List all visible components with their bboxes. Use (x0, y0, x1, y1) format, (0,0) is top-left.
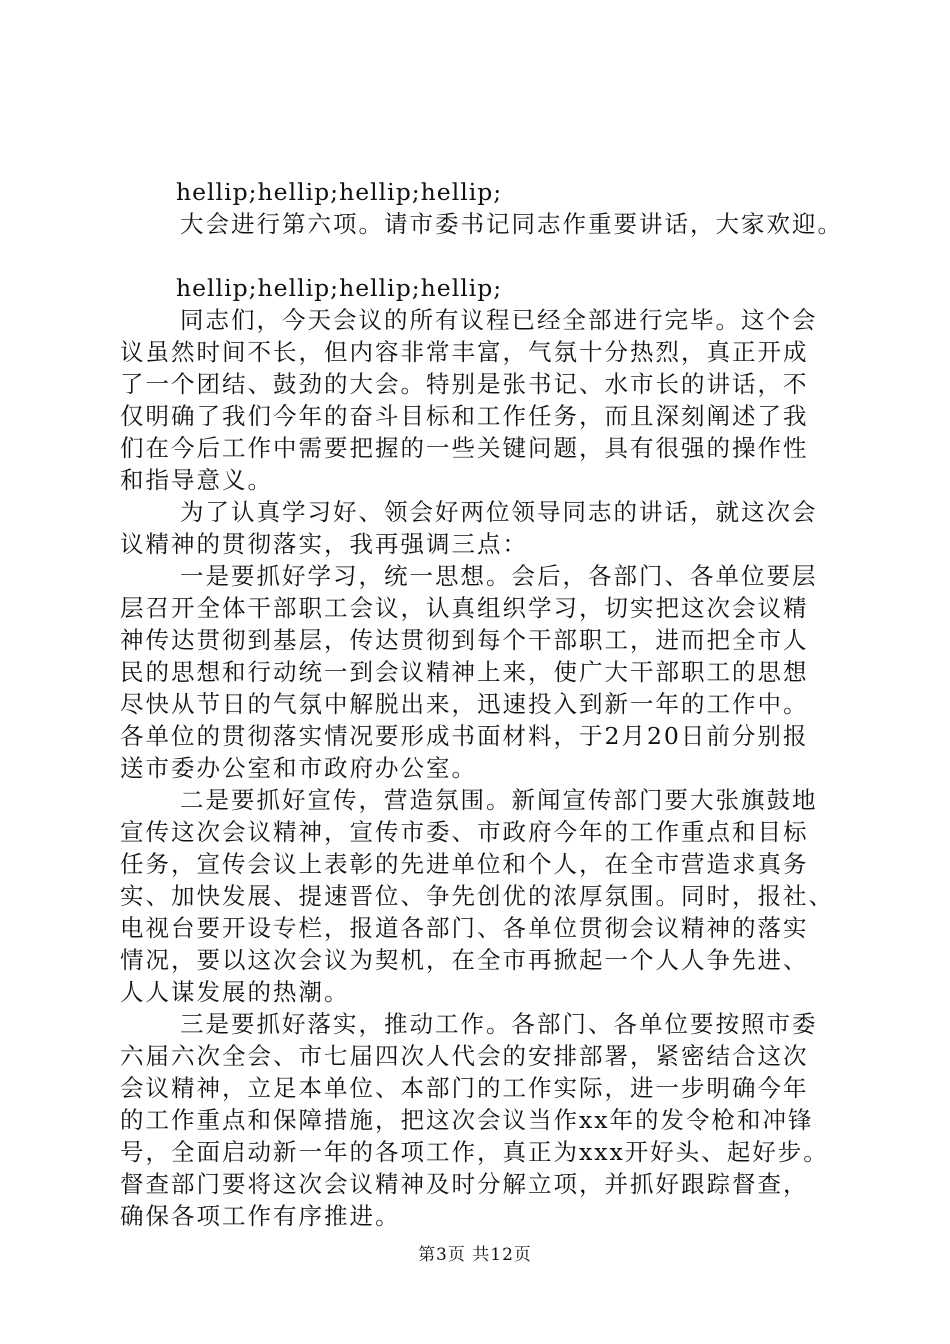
text-line: 议虽然时间不长，但内容非常丰富，气氛十分热烈，真正开成 (120, 338, 809, 366)
text-line: 各单位的贯彻落实情况要形成书面材料，于2月20日前分别报 (120, 722, 809, 750)
text-line: 人人谋发展的热潮。 (120, 978, 350, 1006)
text-line: 电视台要开设专栏，报道各部门、各单位贯彻会议精神的落实 (120, 914, 809, 942)
text-line: 了一个团结、鼓劲的大会。特别是张书记、水市长的讲话，不 (120, 370, 809, 398)
text-line: 号，全面启动新一年的各项工作，真正为xxx开好头、起好步。 (120, 1138, 829, 1166)
text-line: 同志们，今天会议的所有议程已经全部进行完毕。这个会 (180, 306, 818, 334)
page-number: 第3页 共12页 (418, 1245, 532, 1265)
text-line: 一是要抓好学习，统一思想。会后，各部门、各单位要层 (180, 562, 818, 590)
ellipsis-line: hellip;hellip;hellip;hellip; (176, 274, 503, 302)
text-line: 二是要抓好宣传，营造氛围。新闻宣传部门要大张旗鼓地 (180, 786, 818, 814)
paragraph-three-points-intro (120, 496, 850, 560)
paragraph-agenda-item: 大会进行第六项。请市委书记同志作重要讲话，大家欢迎。 (180, 210, 843, 238)
text-line: 送市委办公室和市政府办公室。 (120, 754, 477, 782)
text-line: 六届六次全会、市七届四次人代会的安排部署，紧密结合这次 (120, 1042, 809, 1070)
text-line: 和指导意义。 (120, 466, 273, 494)
text-line: 的工作重点和保障措施，把这次会议当作xx年的发令枪和冲锋 (120, 1106, 814, 1134)
paragraph-point-three (120, 1008, 850, 1232)
page-footer (0, 1243, 950, 1267)
paragraph-point-two (120, 784, 850, 1008)
text-line: 为了认真学习好、领会好两位领导同志的讲话，就这次会 (180, 498, 818, 526)
text-line: 议精神的贯彻落实，我再强调三点： (120, 530, 528, 558)
text-line: 民的思想和行动统一到会议精神上来，使广大干部职工的思想 (120, 658, 809, 686)
text-line: 确保各项工作有序推进。 (120, 1202, 401, 1230)
paragraph-closing-remarks (120, 304, 850, 496)
document-body (120, 176, 850, 1232)
text-line: 神传达贯彻到基层，传达贯彻到每个干部职工，进而把全市人 (120, 626, 809, 654)
text-line: 任务，宣传会议上表彰的先进单位和个人，在全市营造求真务 (120, 850, 809, 878)
text-line: 会议精神，立足本单位、本部门的工作实际，进一步明确今年 (120, 1074, 809, 1102)
text-line: 情况，要以这次会议为契机，在全市再掀起一个人人争先进、 (120, 946, 809, 974)
text-line: 们在今后工作中需要把握的一些关键问题，具有很强的操作性 (120, 434, 809, 462)
text-line: 宣传这次会议精神，宣传市委、市政府今年的工作重点和目标 (120, 818, 809, 846)
text-line: 层召开全体干部职工会议，认真组织学习，切实把这次会议精 (120, 594, 809, 622)
text-line: 三是要抓好落实，推动工作。各部门、各单位要按照市委 (180, 1010, 818, 1038)
paragraph-point-one (120, 560, 850, 784)
ellipsis-line: hellip;hellip;hellip;hellip; (176, 178, 503, 206)
text-line: 尽快从节日的气氛中解脱出来，迅速投入到新一年的工作中。 (120, 690, 809, 718)
text-line: 实、加快发展、提速晋位、争先创优的浓厚氛围。同时，报社、 (120, 882, 834, 910)
text-line: 仅明确了我们今年的奋斗目标和工作任务，而且深刻阐述了我 (120, 402, 809, 430)
text-line: 督查部门要将这次会议精神及时分解立项，并抓好跟踪督查， (120, 1170, 809, 1198)
